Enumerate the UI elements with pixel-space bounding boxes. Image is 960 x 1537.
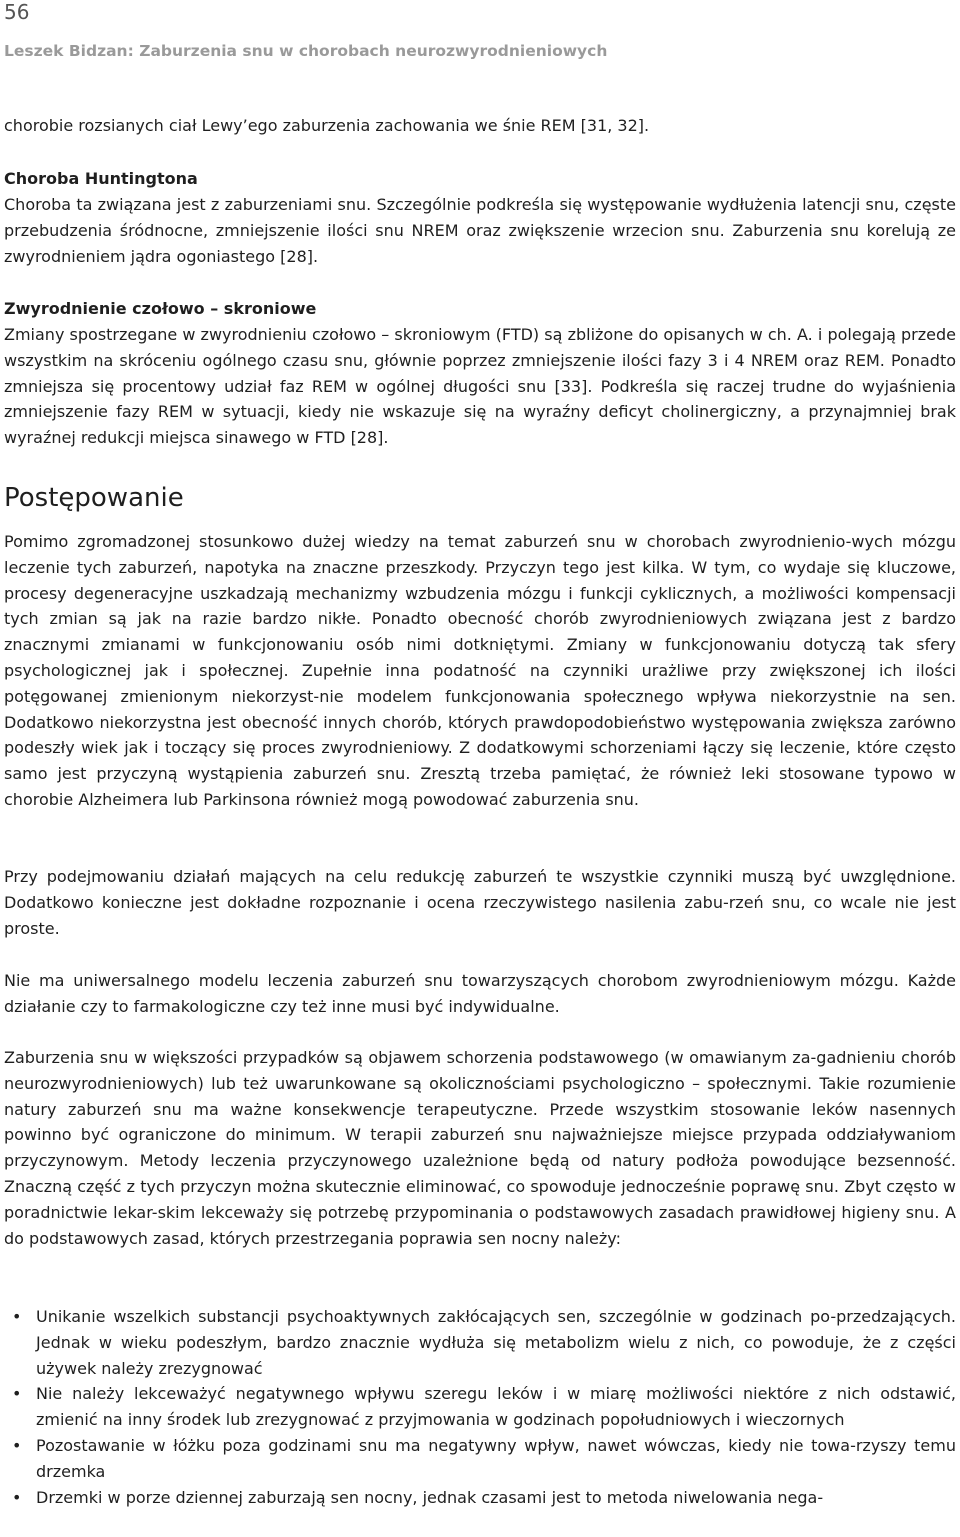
heading-huntington: Choroba Huntingtona xyxy=(4,169,198,188)
list-item xyxy=(4,1304,956,1381)
header-author: Leszek Bidzan: xyxy=(4,42,134,60)
list-item xyxy=(4,1433,956,1485)
page-number: 56 xyxy=(4,0,30,24)
list-item xyxy=(4,1485,956,1511)
hygiene-list xyxy=(4,1304,956,1510)
paragraph-ftd: Zmiany spostrzegane w zwyrodnieniu czołowo – skroniowym (FTD) są zbliżone do opisanych w ch. A. i polegają przede wszystkim na skróceniu ogólnego czasu snu, głównie poprzez zmniejszenie ilości fazy 3 i 4 NREM oraz REM. Ponadto zmniejsza się procentowy udział faz REM w ogólnej długości snu [33]. Podkreśla się raczej trudne do wyjaśnienia zmniejszenie fazy REM w sytuacji, kiedy nie wskazuje się na wyraźny deficyt cholinergiczny, a przynajmniej brak wyraźnej redukcji miejsca sinawego w FTD [28]. xyxy=(4,325,956,448)
paragraph-postepowanie-3: Nie ma uniwersalnego modelu leczenia zaburzeń snu towarzyszących chorobom zwyrodnieniowym mózgu. Każde działanie czy to farmakologiczne czy też inne musi być indywidualne. xyxy=(4,971,956,1016)
bullet-icon: • xyxy=(12,1487,22,1507)
paragraph-huntington: Choroba ta związana jest z zaburzeniami snu. Szczególnie podkreśla się występowanie wydłużenia latencji snu, częste przebudzenia śródnocne, zmniejszenie ilości snu NREM oraz zwiększenie wrzecion snu. Zaburzenia snu korelują ze zwyrodnieniem jądra ogoniastego [28]. xyxy=(4,195,956,266)
paragraph-postepowanie-4: Zaburzenia snu w większości przypadków są objawem schorzenia podstawowego (w omawianym za-gadnieniu chorób neurozwyrodnieniowych) lub też uwarunkowane są okolicznościami psychologiczno – społecznymi. Takie rozumienie natury zaburzeń snu ma ważne konsekwencje terapeutyczne. Przede wszystkim stosowanie leków nasennych powinno być ograniczone do minimum. W terapii zaburzeń snu najważniejsze miejsce przypada oddziaływaniom przyczynowym. Metody leczenia przyczynowego uzależnione będą od natury podłoża powodujące bezsenność. Znaczną część z tych przyczyn można skutecznie eliminować, co spowoduje jednocześnie poprawę snu. Zbyt często w poradnictwie lekar-skim lekceważy się potrzebę przypominania o podstawowych zasadach prawidłowej higieny snu. A do podstawowych zasad, których przestrzegania poprawia sen nocny należy: xyxy=(4,1048,956,1248)
paragraph-lewy: chorobie rozsianych ciał Lewy’ego zaburzenia zachowania we śnie REM [31, 32]. xyxy=(4,116,650,135)
list-item-text: Drzemki w porze dziennej zaburzają sen nocny, jednak czasami jest to metoda niwelowania nega- xyxy=(36,1487,824,1507)
bullet-icon: • xyxy=(12,1435,22,1455)
list-item-text: Nie należy lekceważyć negatywnego wpływu szeregu leków i w miarę możliwości niektóre z nich odstawić, zmienić na inny środek lub zrezygnować z przyjmowania w godzinach popołudniowych i wieczornych xyxy=(36,1384,956,1430)
list-item-text: Pozostawanie w łóżku poza godzinami snu ma negatywny wpływ, nawet wówczas, kiedy nie towa-rzyszy temu drzemka xyxy=(36,1435,956,1481)
running-header xyxy=(4,42,607,60)
list-item-text: Unikanie wszelkich substancji psychoaktywnych zakłócających sen, szczególnie w godzinach po-przedzających. Jednak w wieku podeszłym, bardzo znacznie wydłuża się metabolizm wielu z nich, co powoduje, że z części używek należy zrezygnować xyxy=(36,1307,956,1378)
list-item xyxy=(4,1381,956,1433)
section-title-postepowanie: Postępowanie xyxy=(4,483,184,513)
heading-ftd: Zwyrodnienie czołowo – skroniowe xyxy=(4,299,317,318)
paragraph-postepowanie-2: Przy podejmowaniu działań mających na celu redukcję zaburzeń te wszystkie czynniki muszą być uwzględnione. Dodatkowo konieczne jest dokładne rozpoznanie i ocena rzeczywistego nasilenia zabu-rzeń snu, co wcale nie jest proste. xyxy=(4,867,956,938)
bullet-icon: • xyxy=(12,1307,22,1326)
paragraph-postepowanie-1: Pomimo zgromadzonej stosunkowo dużej wiedzy na temat zaburzeń snu w chorobach zwyrodnienio-wych mózgu leczenie tych zaburzeń, napotyka na znaczne przeszkody. Przyczyn tego jest kilka. W tym, co wydaje się kluczowe, procesy degeneracyjne uszkadzają mechanizmy wzbudzenia mózgu i funkcji cyklicznych, a możliwości kompensacji tych zmian są jak na razie bardzo nikłe. Ponadto obecność chorób zwyrodnieniowych związana jest z bardzo znacznymi zmianami w funkcjonowaniu osób nimi dotkniętymi. Zmiany w funkcjonowaniu dotyczą tak sfery psychologicznej jak i społecznej. Zupełnie inna podatność na czynniki urażliwe przy zwiększonej ich ilości potęgowanej zmienionym niekorzyst-nie modelem funkcjonowania społecznego wpływa niekorzystnie na sen. Dodatkowo niekorzystna jest obecność innych chorób, których prawdopodobieństwo występowania zwiększa zarówno podeszły wiek jak i toczący się proces zwyrodnieniowy. Z dodatkowymi schorzeniami łączy się leczenie, które często samo jest przyczyną wystąpienia zaburzeń snu. Zresztą trzeba pamiętać, że również leki stosowane typowo w chorobie Alzheimera lub Parkinsona również mogą powodować zaburzenia snu. xyxy=(4,532,956,809)
header-title: Zaburzenia snu w chorobach neurozwyrodnieniowych xyxy=(139,42,608,60)
bullet-icon: • xyxy=(12,1384,22,1404)
